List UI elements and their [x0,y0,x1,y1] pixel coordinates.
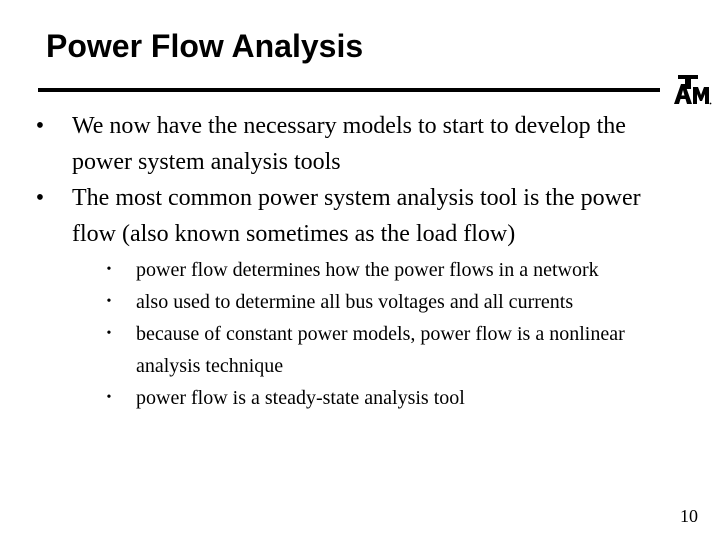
slide-title: Power Flow Analysis [46,28,364,64]
page-number: 10 [680,506,698,526]
bullet-item [30,180,690,414]
sub-bullet-text: power flow is a steady-state analysis tool [136,387,465,409]
university-logo-icon [672,74,712,106]
bullet-marker: • [35,185,45,211]
sub-bullet-marker: • [106,390,112,405]
sub-bullet-marker: • [106,326,112,341]
sub-bullet-text: power flow determines how the power flows in a network [136,259,599,281]
sub-bullet-text: because of constant power models, power flow is a nonlinear analysis technique [136,323,625,377]
bullet-list [30,108,690,414]
bullet-item [30,108,690,180]
sub-bullet-text: also used to determine all bus voltages and all currents [136,291,574,313]
bullet-marker: • [35,113,45,139]
sub-bullet-list [72,254,690,414]
sub-bullet-item [72,318,690,382]
sub-bullet-marker: • [106,262,112,277]
sub-bullet-item [72,254,690,286]
title-divider [38,88,660,92]
bullet-text: We now have the necessary models to start to develop the power system analysis tools [72,113,626,175]
sub-bullet-item [72,382,690,414]
sub-bullet-marker: • [106,294,112,309]
bullet-text: The most common power system analysis tool is the power flow (also known sometimes as the load flow) [72,185,641,247]
sub-bullet-item [72,286,690,318]
